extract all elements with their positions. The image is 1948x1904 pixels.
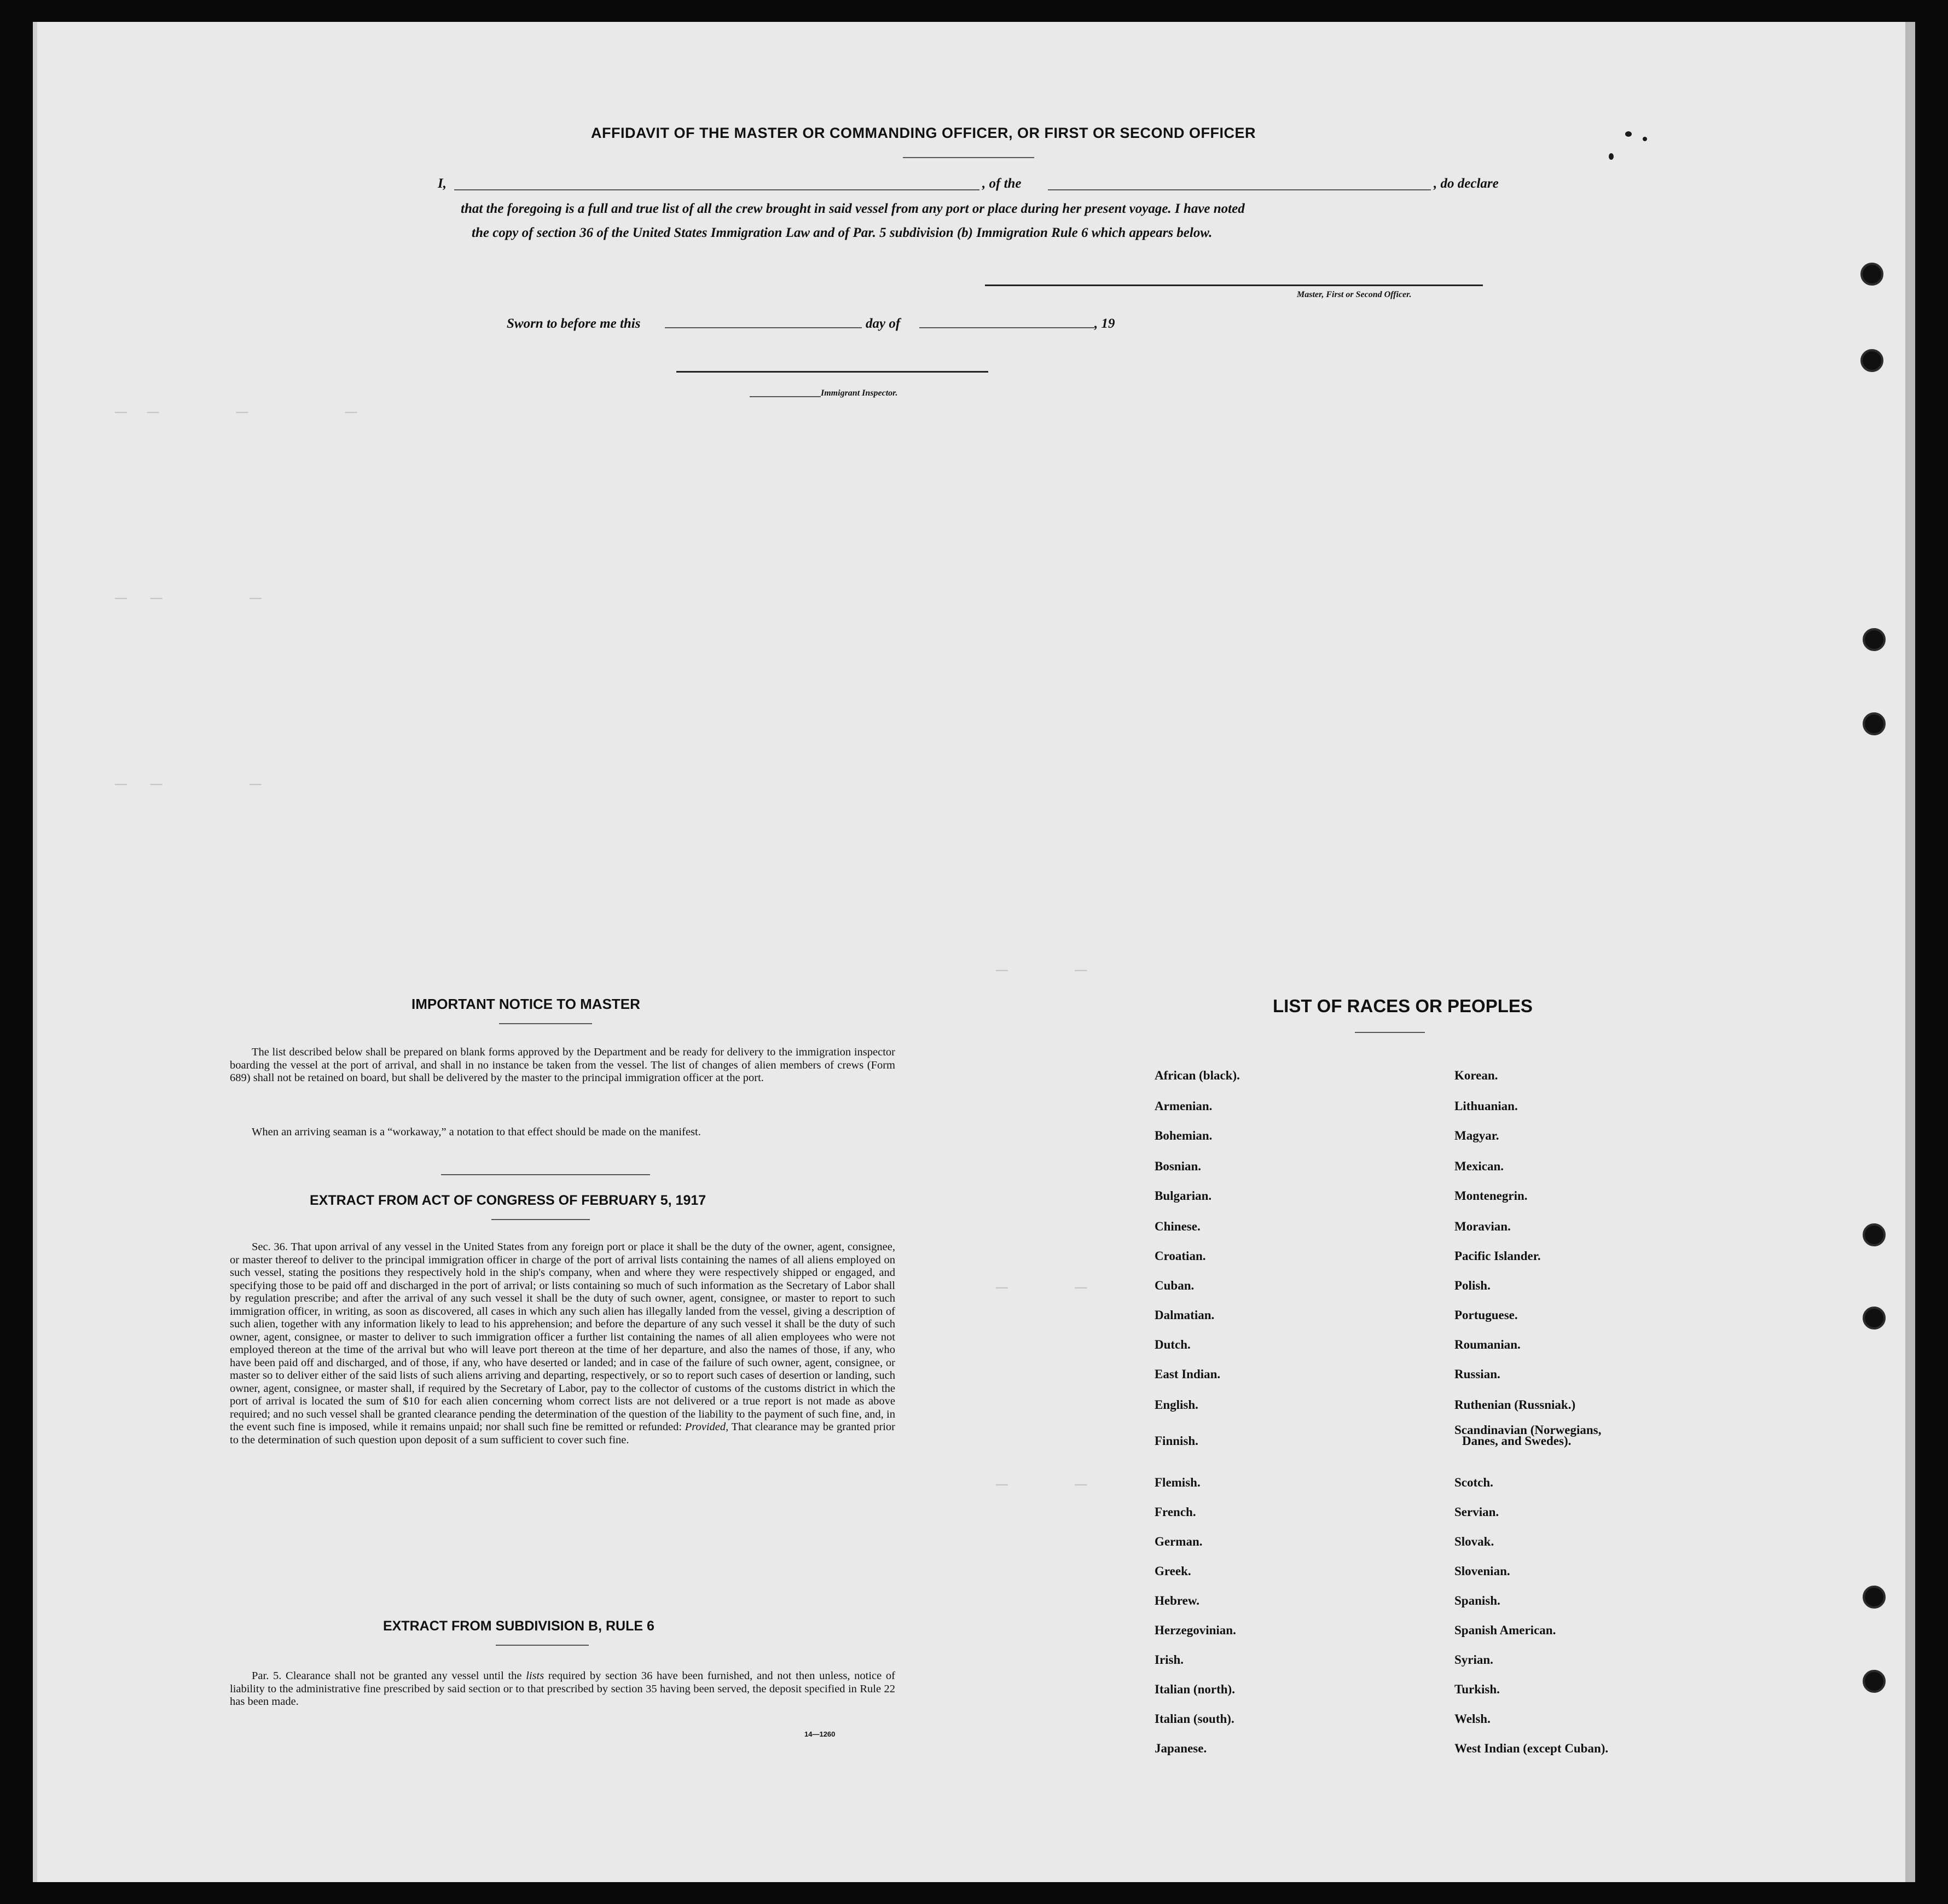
race-item: German.	[1155, 1535, 1203, 1548]
inspector-short-rule	[750, 396, 821, 397]
sworn-year: , 19	[1094, 316, 1115, 331]
race-item: Spanish American.	[1454, 1623, 1556, 1637]
rule-paragraph	[230, 1670, 895, 1709]
rule-text-lists: lists	[526, 1670, 544, 1682]
punch-hole	[1863, 1586, 1886, 1609]
affidavit-heading: AFFIDAVIT OF THE MASTER OR COMMANDING OFFICER, OR FIRST OR SECOND OFFICER	[591, 125, 1256, 141]
race-item: Armenian.	[1155, 1099, 1213, 1113]
affidavit-line-2: that the foregoing is a full and true list of all the crew brought in said vessel from any port or place during her present voyage. I have noted	[461, 201, 1245, 216]
sworn-date-blank[interactable]	[665, 327, 862, 328]
race-item: Scandinavian (Norwegians,	[1454, 1423, 1602, 1437]
race-item: Greek.	[1155, 1564, 1191, 1578]
race-item: Korean.	[1454, 1069, 1498, 1082]
race-item: Welsh.	[1454, 1712, 1491, 1726]
race-item: West Indian (except Cuban).	[1454, 1742, 1609, 1755]
race-item: Irish.	[1155, 1653, 1184, 1667]
sworn-prefix: Sworn to before me this	[507, 316, 641, 331]
race-item: Dalmatian.	[1155, 1308, 1215, 1322]
notice-paragraph-2: When an arriving seaman is a “workaway,” a notation to that effect should be made on the manifest.	[252, 1126, 701, 1138]
notice-divider	[499, 1023, 592, 1024]
race-item: English.	[1155, 1398, 1198, 1412]
affidavit-declare-label: , do declare	[1434, 176, 1499, 191]
race-item: Slovenian.	[1454, 1564, 1510, 1578]
race-item: Japanese.	[1155, 1742, 1207, 1755]
rule-text-before: Par. 5. Clearance shall not be granted any vessel until the	[252, 1670, 522, 1682]
race-item: Spanish.	[1454, 1594, 1500, 1607]
race-item: Bulgarian.	[1155, 1189, 1212, 1203]
race-item: Turkish.	[1454, 1682, 1500, 1696]
race-item: Servian.	[1454, 1505, 1499, 1519]
race-item: Hebrew.	[1155, 1594, 1199, 1607]
race-item: French.	[1155, 1505, 1196, 1519]
punch-hole	[1863, 628, 1886, 651]
punch-hole	[1863, 1307, 1886, 1330]
affidavit-line-3: the copy of section 36 of the United States Immigration Law and of Par. 5 subdivision (b) Immigration Rule 6 which appears below.	[472, 225, 1213, 240]
race-item: African (black).	[1155, 1069, 1240, 1082]
punch-hole	[1860, 263, 1883, 286]
race-item: Russian.	[1454, 1367, 1500, 1381]
race-item: Portuguese.	[1454, 1308, 1518, 1322]
ink-smudge	[1609, 153, 1614, 160]
ink-smudge	[1625, 131, 1632, 137]
rule-text-after: required by section 36 have been furnished, and not then unless, notice of liability to the administrative fine prescribed by said section or to that prescribed by section 35 having been served, the deposit specified in Rule 22 has been made.	[230, 1670, 896, 1708]
rule-divider	[496, 1645, 589, 1646]
race-item: Cuban.	[1155, 1279, 1195, 1292]
race-item: Bosnian.	[1155, 1159, 1202, 1173]
act-heading: EXTRACT FROM ACT OF CONGRESS OF FEBRUARY 5, 1917	[310, 1193, 706, 1208]
race-item: Ruthenian (Russniak.)	[1454, 1398, 1576, 1412]
master-name-blank[interactable]	[454, 189, 979, 190]
race-item: Magyar.	[1454, 1129, 1499, 1142]
ink-smudge	[1643, 137, 1647, 141]
act-section-text: That upon arrival of any vessel in the United States from any foreign port or place it shall be the duty of the owner, agent, consignee, or master thereof to deliver to the principal immigration officer in charge of the port of arrival lists containing the names of all aliens employed on such vessel, stating the positions they respectively hold in the ship's company, when and where they were respectively shipped or engaged, and specifying those to be paid off and discharged in the port of arrival; or lists containing so much of such information as the Secretary of Labor shall by regulation prescribe; and after the arrival of any such vessel it shall be the duty of such owner, agent, consignee, or master to report to such immigration officer, in writing, as soon as discovered, all cases in which any such alien has illegally landed from the vessel, giving a description of such alien, together with any information likely to lead to his apprehension; and before the departure of any such vessel it shall be the duty of such owner, agent, consignee, or master to deliver to such immigration officer a further list containing the names of all alien employees who were not employed thereon at the time of the arrival but who will leave port thereon at the time of her departure, and also the names of those, if any, who have been paid off and discharged, and of those, if any, who have deserted or landed; and in case of the failure of such owner, agent, consignee, or master so to deliver either of the said lists of such aliens arriving and departing, respectively, or so to report such cases of desertion or landing, such owner, agent, consignee, or master shall, if required by the Secretary of Labor, pay to the collector of customs of the customs district in which the port of arrival is located the sum of $10 for each alien concerning whom correct lists are not delivered or a true report is not made as above required; and no such vessel shall be granted clearance pending the determination of the question of the liability to the payment of such fine, and, in the event such fine is imposed, while it remains unpaid; nor shall such fine be remitted or refunded:	[230, 1241, 895, 1433]
race-item: Flemish.	[1155, 1476, 1201, 1489]
page-edge	[33, 22, 37, 1882]
race-item: Pacific Islander.	[1454, 1249, 1541, 1263]
notice-paragraph-1: The list described below shall be prepared on blank forms approved by the Department and be ready for delivery to the immigration inspector boarding the vessel at the port of arrival, and shall in no instance be taken from the vessel. The list of changes of alien members of crews (Form 689) shall not be retained on board, but shall be delivered by the master to the principal immigration officer at the port.	[230, 1046, 895, 1084]
race-item: Dutch.	[1155, 1338, 1191, 1351]
inspector-signature-line[interactable]	[676, 371, 988, 373]
act-divider	[491, 1219, 590, 1220]
vessel-name-blank[interactable]	[1048, 189, 1431, 190]
sworn-day-of: day of	[866, 316, 901, 331]
race-item: Finnish.	[1155, 1434, 1198, 1448]
race-item: Montenegrin.	[1454, 1189, 1528, 1203]
rule-heading: EXTRACT FROM SUBDIVISION B, RULE 6	[383, 1618, 654, 1634]
race-item: Moravian.	[1454, 1220, 1511, 1233]
signature-line[interactable]	[985, 285, 1483, 286]
punch-hole	[1863, 1670, 1886, 1693]
document-page: — — — — — — — — — — — — — — — — AFFIDAVIT OF THE MASTER OR COMMANDING OFFICER, OR FIRST OR SECOND OFFICER I, , of the , do declare that the foregoing is a full and true list of all the crew brought in said vessel from any port or place during her present voyage. I have noted the copy of section 36 of the United States Immigration Law and of Par. 5 subdivision (b) Immigration Rule 6 which appears below. Master, First or Second Officer. Sworn to before me this day of , 19 Immigrant Inspector. IMPORTANT NOTICE TO MASTER The list described below shall be prepared on blank forms approved by the Department and be ready for delivery to the immigration inspector boarding the vessel at the port of arrival, and shall in no instance be taken from the vessel. The list of changes of alien members of crews (Form 689) shall not be retained on board, but shall be delivered by the master to the principal immigration officer at the port. When an arriving seaman is a “workaway,” a notation to that effect should be made on the manifest. EXTRACT FROM ACT OF CONGRESS OF FEBRUARY 5, 1917 Sec. 36. That upon arrival of any vessel in the United States from any foreign port or place it shall be the duty of the owner, agent, consignee, or master thereof to deliver to the principal immigration officer in charge of the port of arrival lists containing the names of all aliens employed on such vessel, stating the positions they respectively hold in the ship's company, when and where they were respectively shipped or engaged, and specifying those to be paid off and discharged in the port of arrival; or lists containing so much of such information as the Secretary of Labor shall by regulation prescribe; and after the arrival of any such vessel it shall be the duty of such owner, agent, consignee, or master to report to such immigration officer, in writing, as soon as discovered, all cases in which any such alien has illegally landed from the vessel, giving a description of such alien, together with any information likely to lead to his apprehension; and before the departure of any such vessel it shall be the duty of such owner, agent, consignee, or master to deliver to such immigration officer a further list containing the names of all alien employees who were not employed thereon at the time of the arrival but who will leave port thereon at the time of her departure, and also the names of those, if any, who have been paid off and discharged, and of those, if any, who have deserted or landed; and in case of the failure of such owner, agent, consignee, or master so to deliver either of the said lists of such aliens arriving and departing, respectively, or so to report such cases of desertion or landing, such owner, agent, consignee, or master shall, if required by the Secretary of Labor, pay to the collector of customs of the customs district in which the port of arrival is located the sum of $10 for each alien concerning whom correct lists are not delivered or a true report is not made as above required; and no such vessel shall be granted clearance pending the determination of the question of the liability to the payment of such fine, and, in the event such fine is imposed, while it remains unpaid; nor shall such fine be remitted or refunded: Provided, That clearance may be granted prior to the determination of such question upon deposit of a sum sufficient to cover such fine. EXTRACT FROM SUBDIVISION B, RULE 6 Par. 5. Clearance shall not be granted any vessel until the lists required by section 36 have been furnished, and not then unless, notice of liability to the administrative fine prescribed by said section or to that prescribed by section 35 having been served, the deposit specified in Rule 22 has been made. 14—1260 LIST OF RACES OR PEOPLES African (black). Armenian. Bohemian. Bosnian. Bulgarian. Chinese. Croatian. Cuban. Dalmatian. Dutch. East Indian. English. Finnish. Flemish. French. German. Greek. Hebrew. Herzegovinian. Irish. Italian (north). Italian (south). Japanese. Korean. Lithuanian. Magyar. Mexican. Montenegrin. Moravian. Pacific Islander. Polish. Portuguese. Roumanian. Russian. Ruthenian (Russniak.) Scandinavian (Norwegians, Scotch. Servian. Slovak. Slovenian. Spanish. Spanish American. Syrian. Turkish. Welsh. West Indian (except Cuban). Danes, and Swedes).	[33, 22, 1915, 1882]
race-item: Polish.	[1454, 1279, 1491, 1292]
punch-hole	[1860, 349, 1883, 372]
race-item: Scotch.	[1454, 1476, 1493, 1489]
race-item: Mexican.	[1454, 1159, 1504, 1173]
act-section-36	[230, 1241, 895, 1447]
act-provided-text: That clearance may be granted prior to the determination of such question upon deposit of a sum sufficient to cover such fine.	[230, 1421, 895, 1446]
affidavit-i-label: I,	[438, 176, 447, 191]
act-provided-label: Provided,	[685, 1421, 729, 1433]
races-divider	[1355, 1032, 1425, 1033]
punch-hole	[1863, 1223, 1886, 1246]
sworn-month-blank[interactable]	[919, 327, 1094, 328]
form-number: 14—1260	[804, 1730, 836, 1738]
race-item: Roumanian.	[1454, 1338, 1521, 1351]
race-item: Italian (north).	[1155, 1682, 1235, 1696]
heading-divider	[903, 157, 1034, 158]
inspector-caption: Immigrant Inspector.	[821, 388, 898, 398]
affidavit-of-the-label: , of the	[982, 176, 1022, 191]
race-item: Syrian.	[1454, 1653, 1493, 1667]
race-item: Herzegovinian.	[1155, 1623, 1236, 1637]
race-item: Italian (south).	[1155, 1712, 1234, 1726]
race-item: Bohemian.	[1155, 1129, 1213, 1142]
notice-heading: IMPORTANT NOTICE TO MASTER	[411, 996, 640, 1012]
race-item: Slovak.	[1454, 1535, 1494, 1548]
race-item: East Indian.	[1155, 1367, 1221, 1381]
race-item: Croatian.	[1155, 1249, 1206, 1263]
section-divider-1	[441, 1174, 650, 1175]
races-heading: LIST OF RACES OR PEOPLES	[1273, 996, 1533, 1016]
punch-hole	[1863, 712, 1886, 735]
race-item: Lithuanian.	[1454, 1099, 1518, 1113]
race-scandinavian-continued: Danes, and Swedes).	[1462, 1434, 1572, 1448]
act-section-label: Sec. 36.	[252, 1241, 288, 1253]
race-item: Chinese.	[1155, 1220, 1201, 1233]
signature-caption: Master, First or Second Officer.	[1297, 290, 1412, 299]
